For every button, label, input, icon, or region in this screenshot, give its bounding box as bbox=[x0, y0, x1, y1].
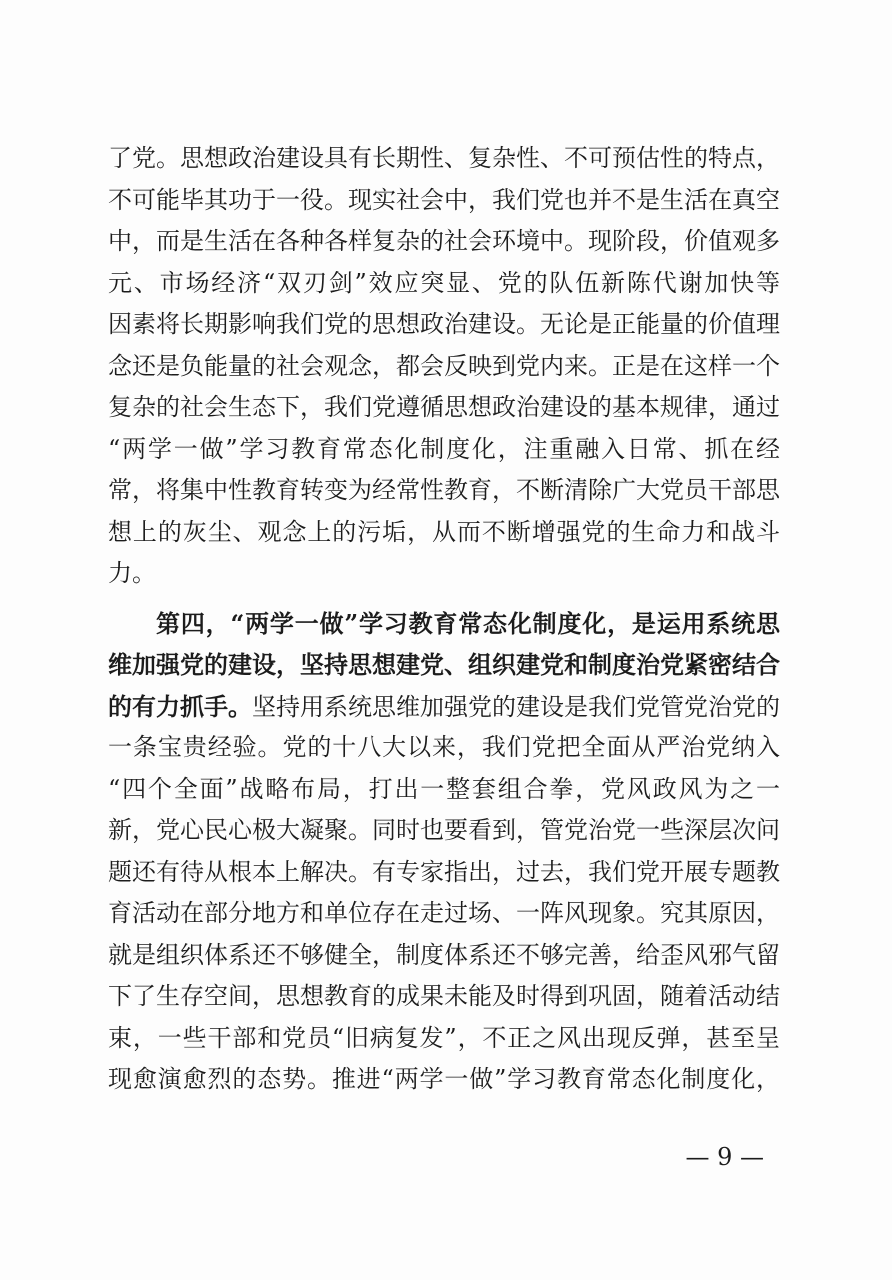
text-line: 就是组织体系还不够健全，制度体系还不够完善，给歪风邪气留 bbox=[108, 940, 780, 969]
text-line: 新，党心民心极大凝聚。同时也要看到，管党治党一些深层次问 bbox=[108, 816, 780, 844]
text-line: 下了生存空间，思想教育的成果未能及时得到巩固，随着活动结 bbox=[108, 982, 780, 1010]
text-line: “两学一做”学习教育常态化制度化，注重融入日常、抓在经 bbox=[108, 434, 780, 463]
text-line: 题还有待从根本上解决。有专家指出，过去，我们党开展专题教 bbox=[108, 857, 780, 886]
text-line: 育活动在部分地方和单位存在走过场、一阵风现象。究其原因， bbox=[108, 899, 780, 927]
text-line: 力。 bbox=[108, 559, 156, 587]
text-fragment: 坚持用系统思维加强党的建设是我们党管党治党的 bbox=[252, 692, 780, 721]
text-line: 一条宝贵经验。党的十八大以来，我们党把全面从严治党纳入 bbox=[108, 733, 780, 761]
text-line: 复杂的社会生态下，我们党遵循思想政治建设的基本规律，通过 bbox=[108, 393, 780, 421]
text-line: “四个全面”战略布局，打出一整套组合拳，党风政风为之一 bbox=[108, 774, 780, 803]
bold-heading-line: 第四，“两学一做”学习教育常态化制度化，是运用系统思 bbox=[156, 608, 780, 638]
bold-heading-fragment: 的有力抓手。 bbox=[108, 691, 252, 721]
paragraph-1 bbox=[108, 138, 780, 595]
mixed-text-line bbox=[108, 686, 780, 728]
bold-heading-line: 维加强党的建设，坚持思想建党、组织建党和制度治党紧密结合 bbox=[108, 650, 780, 679]
text-line: 想上的灰尘、观念上的污垢，从而不断增强党的生命力和战斗 bbox=[108, 517, 780, 546]
text-line: 了党。思想政治建设具有长期性、复杂性、不可预估性的特点， bbox=[108, 144, 780, 172]
text-line: 不可能毕其功于一役。现实社会中，我们党也并不是生活在真空 bbox=[108, 185, 780, 214]
text-line: 现愈演愈烈的态势。推进“两学一做”学习教育常态化制度化， bbox=[108, 1065, 780, 1093]
text-line: 元、市场经济“双刃剑”效应突显、党的队伍新陈代谢加快等 bbox=[108, 268, 780, 297]
text-line: 束，一些干部和党员“旧病复发”，不正之风出现反弹，甚至呈 bbox=[108, 1023, 780, 1052]
body-text bbox=[108, 138, 780, 1101]
page-number: — 9 — bbox=[685, 1143, 764, 1171]
text-line: 中，而是生活在各种各样复杂的社会环境中。现阶段，价值观多 bbox=[108, 227, 780, 255]
text-line: 念还是负能量的社会观念，都会反映到党内来。正是在这样一个 bbox=[108, 351, 780, 380]
paragraph-2 bbox=[108, 603, 780, 1101]
text-line: 常，将集中性教育转变为经常性教育，不断清除广大党员干部思 bbox=[108, 476, 780, 504]
text-line: 因素将长期影响我们党的思想政治建设。无论是正能量的价值理 bbox=[108, 310, 780, 338]
